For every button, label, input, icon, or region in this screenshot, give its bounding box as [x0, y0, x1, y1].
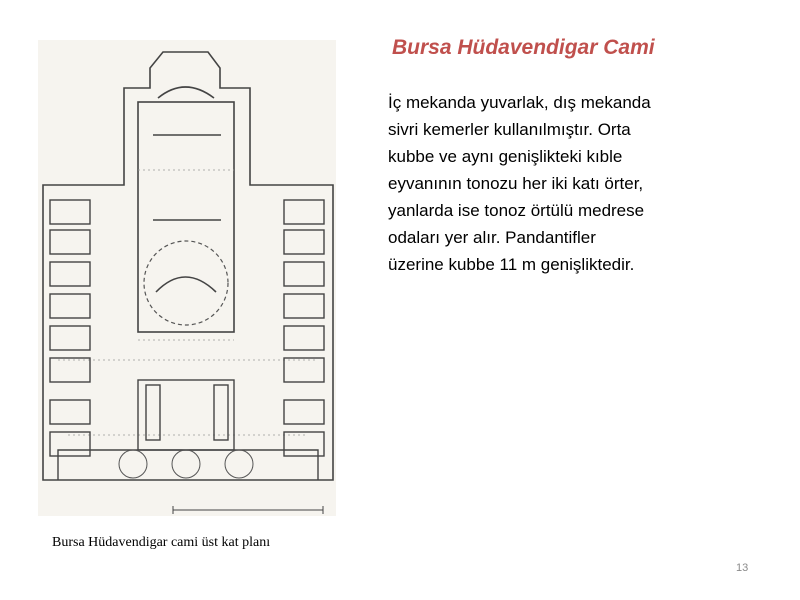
- body-line: İç mekanda yuvarlak, dış mekanda: [388, 93, 651, 112]
- body-line: üzerine kubbe 11 m genişliktedir.: [388, 255, 635, 274]
- body-line: eyvanının tonozu her iki katı örter,: [388, 174, 644, 193]
- slide-title: Bursa Hüdavendigar Cami: [392, 36, 655, 59]
- floor-plan-image: [38, 40, 336, 516]
- plan-caption: Bursa Hüdavendigar cami üst kat planı: [52, 535, 271, 550]
- body-line: kubbe ve aynı genişlikteki kıble: [388, 147, 623, 166]
- page-number: 13: [736, 562, 749, 574]
- body-line: yanlarda ise tonoz örtülü medrese: [388, 201, 645, 220]
- body-text: [388, 92, 768, 281]
- body-line: odaları yer alır. Pandantifler: [388, 228, 596, 247]
- body-line: sivri kemerler kullanılmıştır. Orta: [388, 120, 631, 139]
